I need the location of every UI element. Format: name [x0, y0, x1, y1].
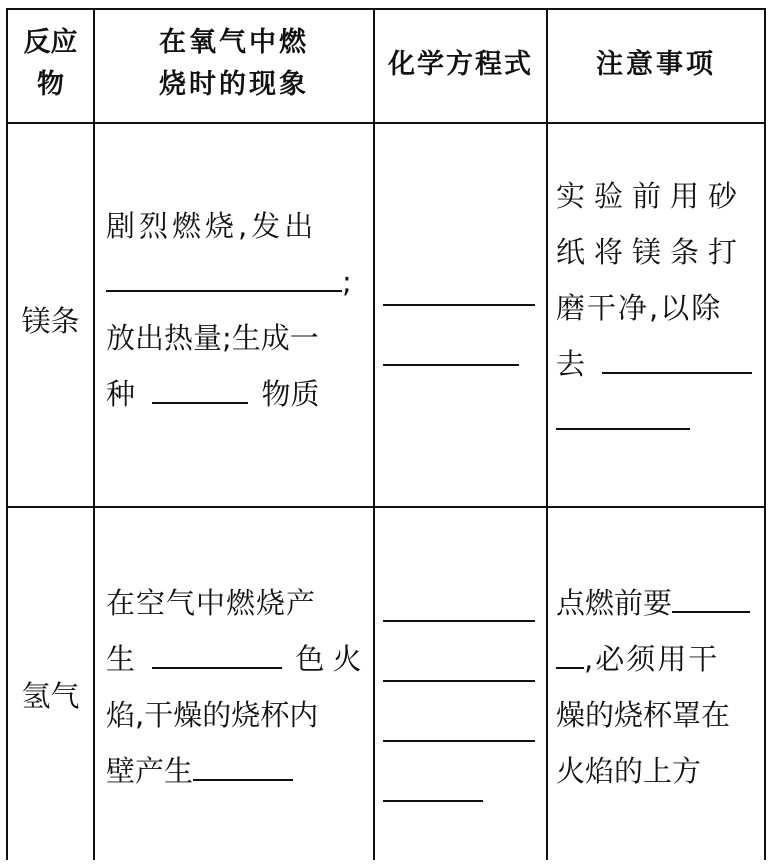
row1-phenomenon-line-2 — [106, 254, 368, 310]
row2-phenomenon-line-1: 在空气中燃烧产 — [106, 586, 317, 620]
row2-equation-blank-3 — [383, 740, 535, 742]
row1-reactant: 镁条 — [21, 304, 80, 338]
row1-notes-prefix: 去 — [556, 347, 590, 381]
row2-notes-blank-2 — [556, 637, 584, 669]
reaction-table — [6, 8, 766, 860]
row1-light-blank — [106, 260, 342, 292]
table-border-left — [6, 8, 8, 860]
row2-notes-suffix: ,必须用干 — [584, 642, 720, 676]
row2-phenomenon-prefix-2: 壁产生 — [106, 754, 194, 788]
table-border-top — [6, 8, 766, 10]
row2-product-blank — [193, 749, 293, 781]
header-reactant — [8, 22, 93, 106]
row1-equation-blank-1 — [383, 304, 535, 306]
row2-phenomenon — [106, 575, 368, 799]
header-reactant-line-2: 物 — [37, 69, 64, 100]
row2-notes-line-4: 火焰的上方 — [556, 754, 702, 788]
row2-notes-line-2 — [556, 631, 762, 687]
row2-flame-color-blank — [152, 637, 282, 669]
row2-equation-blank-2 — [383, 680, 535, 682]
row2-notes-line-1 — [556, 575, 762, 631]
row1-substance-blank — [152, 372, 248, 404]
row1-semicolon: ; — [342, 265, 356, 299]
row1-equation-blank-2 — [383, 364, 519, 366]
row2-notes — [556, 575, 762, 799]
table-border-right — [764, 8, 766, 860]
row2-notes-line-3: 燥的烧杯罩在 — [556, 698, 731, 732]
row1-phenomenon-suffix: 物质 — [261, 377, 320, 411]
row-divider — [6, 506, 766, 508]
header-notes: 注意事项 — [596, 49, 716, 80]
column-divider-1 — [93, 8, 95, 860]
row1-phenomenon-line-3: 放出热量;生成一 — [106, 321, 319, 355]
row1-notes-line-2: 纸将镁条打 — [556, 235, 747, 269]
header-phenomenon-line-1: 在氧气中燃 — [159, 27, 309, 58]
row2-reactant: 氢气 — [21, 679, 80, 713]
row2-phenomenon-line-4 — [106, 743, 368, 799]
row2-equation-blank-1 — [383, 620, 535, 622]
row1-notes-line-5 — [556, 392, 762, 448]
row1-notes-line-1: 实验前用砂 — [556, 179, 747, 213]
header-reactant-line-1: 反应 — [23, 27, 78, 58]
row1-phenomenon — [106, 198, 368, 422]
row1-notes-blank-2 — [556, 398, 690, 430]
column-divider-2 — [373, 8, 375, 860]
row2-phenomenon-suffix: 色火 — [295, 642, 370, 676]
column-divider-3 — [546, 8, 548, 860]
header-phenomenon-line-2: 烧时的现象 — [159, 69, 309, 100]
row1-notes-line-3: 磨干净,以除 — [556, 291, 723, 325]
header-equation: 化学方程式 — [388, 49, 533, 80]
row1-phenomenon-line-1: 剧烈燃烧,发出 — [106, 209, 318, 243]
row1-notes-blank-1 — [602, 342, 752, 374]
row2-equation-blank-4 — [383, 800, 483, 802]
row2-phenomenon-line-2 — [106, 631, 368, 687]
row2-phenomenon-line-3: 焰,干燥的烧杯内 — [106, 698, 319, 732]
header-phenomenon — [95, 22, 373, 106]
row1-phenomenon-line-4 — [106, 366, 368, 422]
row2-notes-prefix: 点燃前要 — [556, 586, 673, 620]
row2-notes-blank-1 — [672, 581, 750, 613]
row2-phenomenon-prefix: 生 — [106, 642, 140, 676]
header-divider — [6, 122, 766, 124]
row1-notes-line-4 — [556, 336, 762, 392]
row1-phenomenon-prefix: 种 — [106, 377, 140, 411]
row1-notes — [556, 168, 762, 448]
